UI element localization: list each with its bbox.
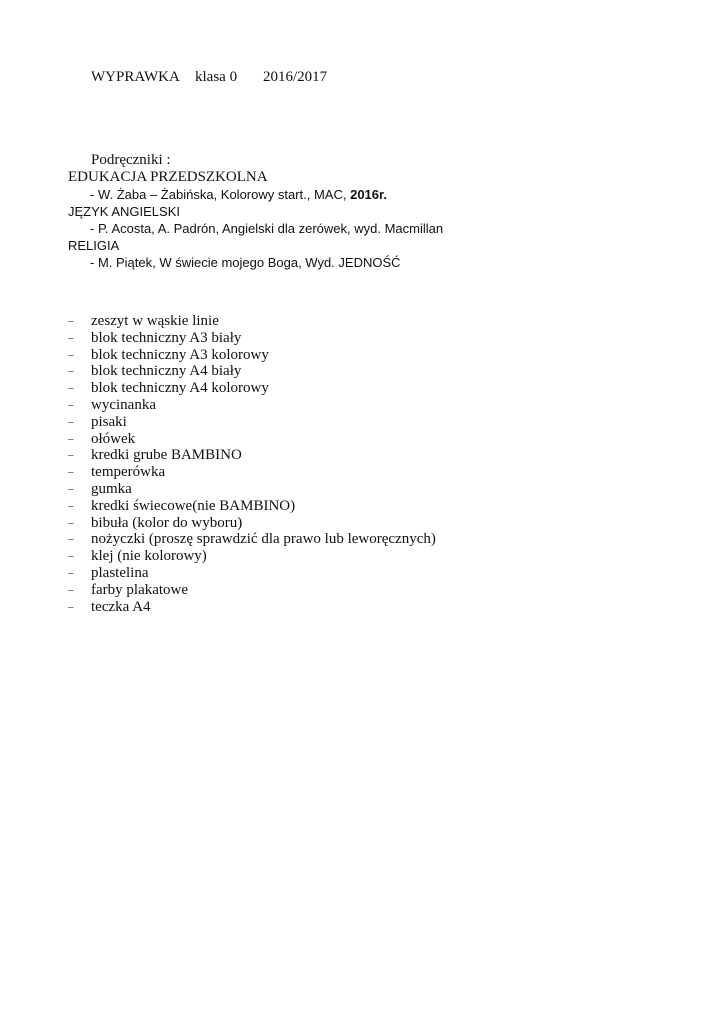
document-title: WYPRAWKA	[91, 69, 180, 85]
subject-heading: EDUKACJA PRZEDSZKOLNA	[68, 169, 268, 185]
list-item-text: blok techniczny A3 biały	[91, 329, 242, 346]
dash-bullet: –	[68, 600, 74, 613]
list-item-text: kredki grube BAMBINO	[91, 447, 242, 464]
list-item-text: wycinanka	[91, 396, 156, 413]
list-item	[68, 330, 436, 347]
list-item-text: farby plakatowe	[91, 581, 189, 598]
list-item-text: nożyczki (proszę sprawdzić dla prawo lub leworęcznych)	[91, 531, 436, 548]
list-item-text: zeszyt w wąskie linie	[91, 313, 219, 329]
dash-bullet: –	[68, 398, 74, 411]
textbook-entry	[68, 254, 443, 271]
list-item	[68, 498, 436, 515]
list-item-text: blok techniczny A4 biały	[91, 363, 242, 380]
list-item	[68, 464, 436, 481]
subject-heading: RELIGIA	[68, 238, 120, 253]
dash-bullet: –	[68, 482, 74, 495]
list-item	[68, 347, 436, 364]
list-item	[68, 313, 436, 330]
dash-bullet: –	[68, 550, 74, 563]
list-item	[68, 565, 436, 582]
list-item-text: blok techniczny A4 kolorowy	[91, 380, 269, 397]
subject-heading: JĘZYK ANGIELSKI	[68, 204, 180, 219]
list-item	[68, 397, 436, 414]
list-item-text: teczka A4	[91, 598, 151, 615]
dash-bullet: –	[68, 365, 74, 378]
list-item	[68, 548, 436, 565]
dash-bullet: –	[68, 415, 74, 428]
list-item-text: plastelina	[91, 564, 149, 581]
textbooks-heading: Podręczniki :	[91, 152, 171, 168]
dash-bullet: –	[68, 432, 74, 445]
dash-bullet: –	[68, 466, 74, 479]
dash-bullet: –	[68, 566, 74, 579]
list-item-text: gumka	[91, 480, 132, 497]
dash-bullet: –	[68, 533, 74, 546]
textbook-entry	[68, 220, 443, 237]
dash-bullet: –	[68, 382, 74, 395]
supplies-list	[68, 313, 436, 615]
dash-bullet: –	[68, 331, 74, 344]
textbook-entry-text: - M. Piątek, W świecie mojego Boga, Wyd. JEDNOŚĆ	[90, 255, 401, 270]
dash-bullet: –	[68, 348, 74, 361]
list-item	[68, 515, 436, 532]
dash-bullet: –	[68, 499, 74, 512]
school-year: 2016/2017	[263, 69, 328, 85]
textbook-entry-year: 2016r.	[350, 187, 387, 202]
list-item-text: blok techniczny A3 kolorowy	[91, 346, 269, 363]
list-item-text: pisaki	[91, 413, 127, 430]
list-item	[68, 599, 436, 616]
list-item-text: kredki świecowe(nie BAMBINO)	[91, 497, 296, 514]
dash-bullet: –	[68, 583, 74, 596]
textbook-entry-text: - P. Acosta, A. Padrón, Angielski dla zerówek, wyd. Macmillan	[90, 221, 444, 236]
document-header	[91, 68, 327, 86]
textbook-entry	[68, 186, 443, 203]
list-item	[68, 431, 436, 448]
list-item	[68, 447, 436, 464]
list-item-text: bibuła (kolor do wyboru)	[91, 514, 243, 531]
textbook-entry-text: - W. Żaba – Żabińska, Kolorowy start., MAC,	[90, 187, 351, 202]
list-item	[68, 380, 436, 397]
class-label: klasa 0	[195, 69, 238, 85]
list-item-text: ołówek	[91, 430, 136, 447]
list-item	[68, 363, 436, 380]
textbooks-section	[68, 152, 443, 271]
list-item	[68, 414, 436, 431]
list-item	[68, 582, 436, 599]
list-item	[68, 481, 436, 498]
list-item	[68, 531, 436, 548]
dash-bullet: –	[68, 315, 74, 327]
dash-bullet: –	[68, 449, 74, 462]
list-item-text: temperówka	[91, 464, 166, 481]
list-item-text: klej (nie kolorowy)	[91, 548, 207, 565]
dash-bullet: –	[68, 516, 74, 529]
